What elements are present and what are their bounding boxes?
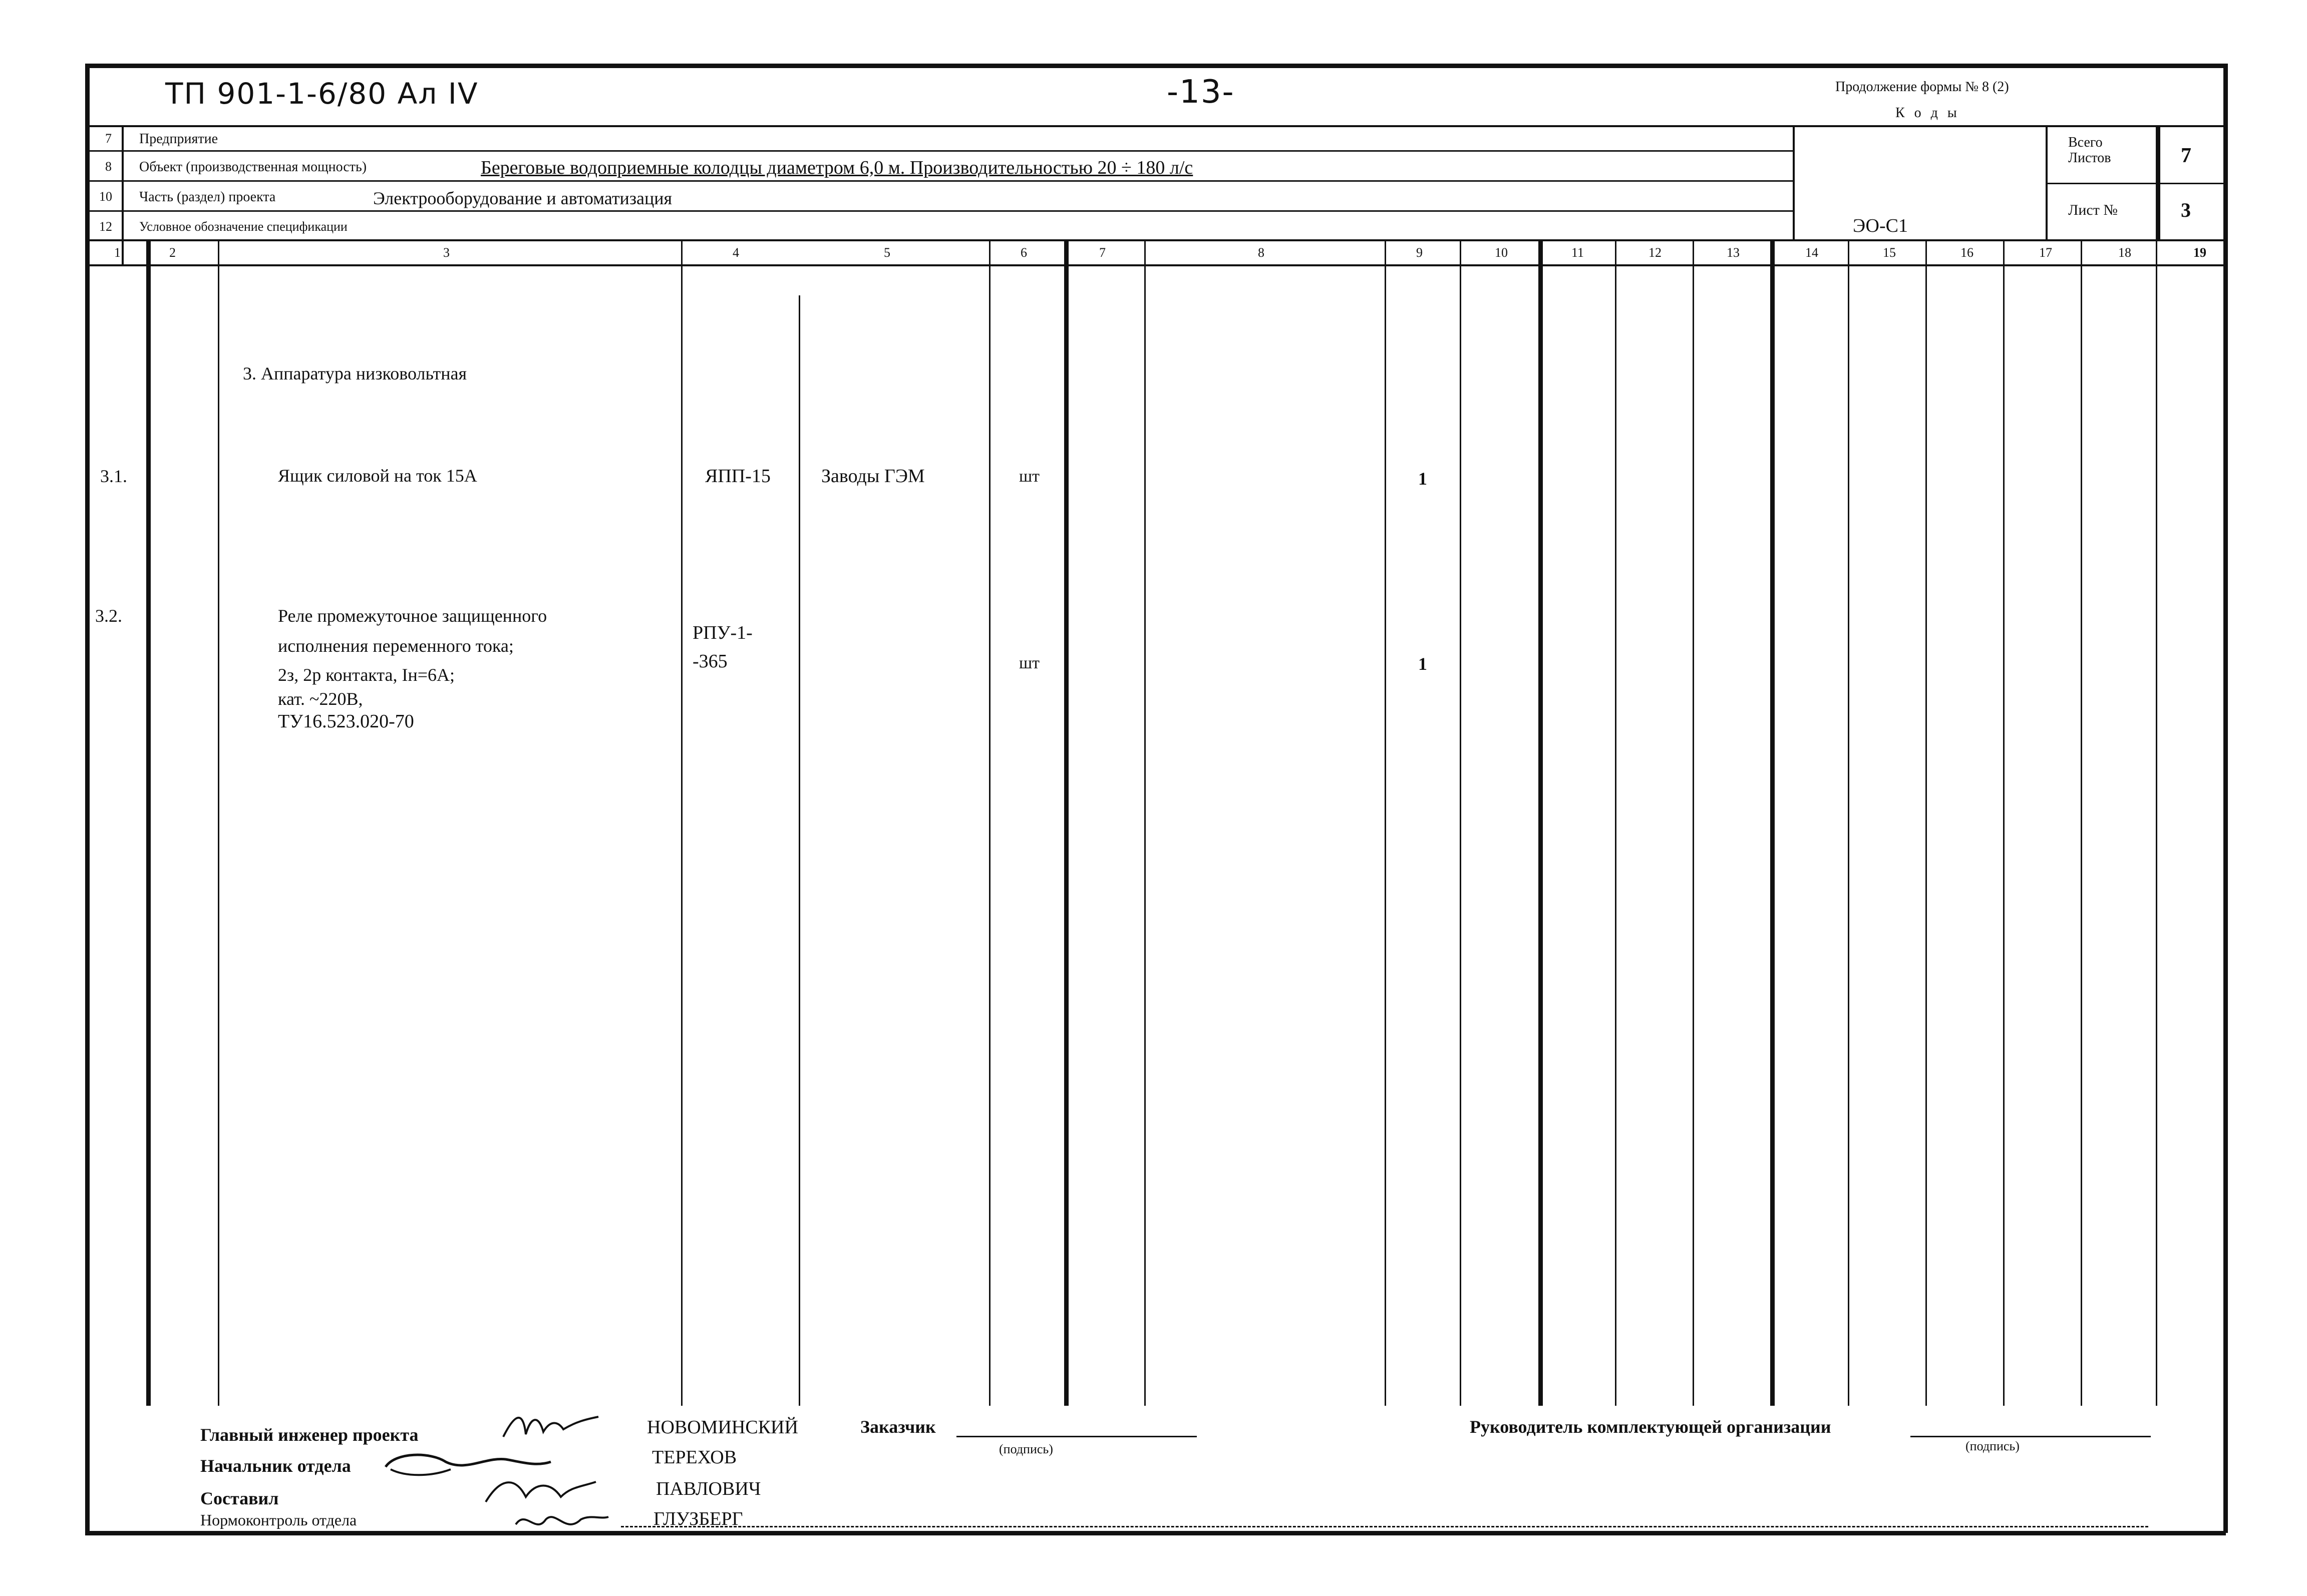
chief-engineer-name: НОВОМИНСКИЙ	[647, 1417, 798, 1438]
col-num-11: 11	[1571, 245, 1584, 260]
sheet-number-value: 3	[2181, 199, 2191, 221]
col-line-16	[1925, 239, 1927, 1406]
col-line-5	[799, 295, 800, 1406]
column-numbers-rule	[85, 264, 2226, 266]
field-7-num: 7	[105, 131, 112, 146]
customer-signature-caption: (подпись)	[999, 1442, 1053, 1456]
col-num-7: 7	[1099, 245, 1106, 260]
row-2-name-line-2: исполнения переменного тока;	[278, 636, 514, 656]
dept-head-name: ТЕРЕХОВ	[652, 1447, 737, 1468]
col-line-12	[1615, 239, 1616, 1406]
header-sheets-right	[2156, 125, 2160, 239]
field-7-label: Предприятие	[139, 131, 218, 147]
col-line-10	[1460, 239, 1461, 1406]
row-2-name-line-5: ТУ16.523.020-70	[278, 711, 414, 732]
org-signature-line	[1910, 1436, 2151, 1437]
col-line-6	[989, 239, 991, 1406]
col-num-2: 2	[169, 245, 176, 260]
col-num-1: 1	[114, 245, 121, 260]
frame-bottom	[85, 1531, 2226, 1535]
col-line-9	[1385, 239, 1386, 1406]
col-num-5: 5	[884, 245, 890, 260]
col-line-2	[146, 239, 151, 1406]
field-8-value: Береговые водоприемные колодцы диаметром 6,0 м. Производительностью 20 ÷ 180 л/с	[481, 157, 1193, 178]
normcontrol-name: ГЛУЗБЕРГ	[653, 1508, 743, 1529]
sheets-divider	[2046, 183, 2223, 184]
col-num-14: 14	[1805, 245, 1818, 260]
field-8-label: Объект (производственная мощность)	[139, 159, 367, 175]
col-line-18	[2081, 239, 2082, 1406]
header-rule-bottom	[85, 239, 2226, 241]
row-1-type-line-1: ЯПП-15	[705, 466, 771, 487]
row-2-unit: шт	[1019, 654, 1040, 672]
header-codes-right	[2046, 125, 2048, 239]
sheet-number-label: Лист №	[2068, 202, 2118, 218]
col-num-19: 19	[2193, 245, 2206, 260]
org-signature-caption: (подпись)	[1965, 1439, 2020, 1453]
col-line-19	[2156, 239, 2157, 1406]
header-rule-top	[85, 125, 2226, 127]
row-2-type-line-2: -365	[693, 651, 728, 672]
col-num-16: 16	[1960, 245, 1973, 260]
header-codes-left	[1793, 125, 1795, 239]
col-num-12: 12	[1649, 245, 1662, 260]
col-num-4: 4	[733, 245, 739, 260]
row-1-qty: 1	[1418, 469, 1427, 489]
doc-code: ТП 901-1-6/80 Ал IV	[165, 77, 479, 111]
total-sheets-label: Всего Листов	[2068, 135, 2111, 166]
page-number: -13-	[1167, 74, 1235, 111]
section-title: 3. Аппаратура низковольтная	[243, 363, 467, 383]
customer-signature-line	[956, 1436, 1197, 1437]
header-rule-2	[85, 180, 1793, 182]
col-line-8	[1144, 239, 1146, 1406]
col-num-18: 18	[2118, 245, 2131, 260]
header-rule-1	[85, 150, 1793, 152]
row-1-manufacturer: Заводы ГЭМ	[821, 466, 925, 487]
col-line-4	[681, 239, 683, 1406]
row-2-qty: 1	[1418, 654, 1427, 674]
col-line-14	[1770, 239, 1775, 1406]
row-2-pos: 3.2.	[95, 606, 122, 626]
frame-top	[85, 64, 2226, 68]
col-line-15	[1848, 239, 1849, 1406]
org-head-label: Руководитель комплектующей организации	[1470, 1417, 1831, 1437]
field-10-label: Часть (раздел) проекта	[139, 189, 276, 205]
col-num-17: 17	[2039, 245, 2052, 260]
codes-label: К о д ы	[1895, 105, 1960, 121]
dept-head-label: Начальник отдела	[200, 1456, 351, 1476]
total-sheets-value: 7	[2181, 144, 2191, 167]
normcontrol-label: Нормоконтроль отдела	[200, 1511, 357, 1529]
row-1-pos: 3.1.	[100, 466, 127, 486]
compiled-name: ПАВЛОВИЧ	[656, 1478, 761, 1499]
col-num-10: 10	[1495, 245, 1508, 260]
spec-code: ЭО-С1	[1853, 215, 1908, 236]
field-10-num: 10	[99, 189, 112, 204]
col-line-13	[1693, 239, 1694, 1406]
col-line-3	[218, 239, 219, 1406]
header-rule-3	[85, 210, 1793, 212]
row-2-type-line-1: РПУ-1-	[693, 622, 753, 643]
col-line-7	[1064, 239, 1069, 1406]
field-10-value: Электрооборудование и автоматизация	[373, 188, 673, 208]
header-num-divider	[122, 125, 124, 264]
bottom-dashed-line	[621, 1526, 2148, 1527]
col-num-9: 9	[1416, 245, 1423, 260]
row-1-unit: шт	[1019, 467, 1040, 486]
chief-engineer-label: Главный инженер проекта	[200, 1425, 419, 1445]
field-12-num: 12	[99, 219, 112, 234]
field-12-label: Условное обозначение спецификации	[139, 219, 348, 234]
col-line-11	[1538, 239, 1543, 1406]
col-num-6: 6	[1021, 245, 1027, 260]
col-num-3: 3	[443, 245, 450, 260]
col-line-17	[2003, 239, 2005, 1406]
form-note: Продолжение формы № 8 (2)	[1835, 79, 2009, 95]
row-2-name-line-4: кат. ~220В,	[278, 689, 363, 709]
col-num-13: 13	[1727, 245, 1740, 260]
frame-right	[2223, 64, 2228, 1533]
frame-left	[85, 64, 90, 1533]
customer-label: Заказчик	[860, 1417, 936, 1437]
col-num-8: 8	[1258, 245, 1264, 260]
row-2-name-line-3: 2з, 2р контакта, Iн=6А;	[278, 665, 455, 685]
row-1-name-line-1: Ящик силовой на ток 15А	[278, 466, 477, 486]
field-8-num: 8	[105, 159, 112, 174]
col-num-15: 15	[1883, 245, 1896, 260]
compiled-label: Составил	[200, 1488, 279, 1508]
row-2-name-line-1: Реле промежуточное защищенного	[278, 606, 547, 626]
